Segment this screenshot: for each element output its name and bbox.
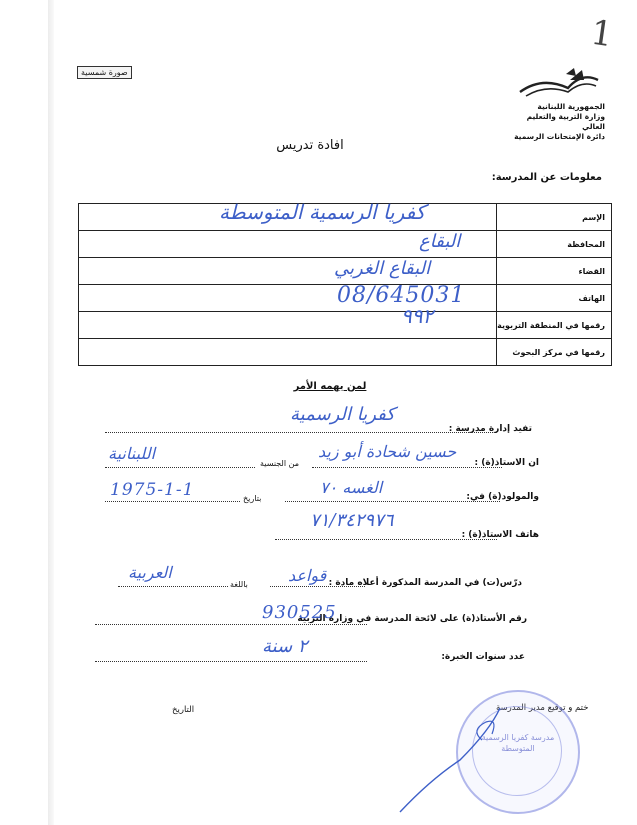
- ministry-line: دائرة الإمتحانات الرسمية: [514, 132, 605, 141]
- row-value-cell: [79, 339, 497, 366]
- row-label: المحافظة: [497, 231, 612, 258]
- table-row: [79, 231, 612, 258]
- row-label: رقمها في المنطقة التربوية: [497, 312, 612, 339]
- row-label: الإسم: [497, 204, 612, 231]
- registry-value: 930525: [262, 602, 337, 623]
- subject-value: قواعد: [288, 566, 327, 585]
- teacher-name-value: حسين شحادة أبو زيد: [318, 442, 457, 461]
- dotted-line: [95, 661, 367, 662]
- ministry-header: [505, 102, 605, 142]
- row-label: القضاء: [497, 258, 612, 285]
- scan-edge: [48, 0, 54, 825]
- district-value: البقاع الغربي: [334, 258, 431, 279]
- corner-page-mark: 1: [588, 12, 616, 56]
- birth-date-value: 1975-1-1: [110, 480, 195, 500]
- dotted-line: [95, 624, 367, 625]
- row-label: رقمها في مركز البحوث: [497, 339, 612, 366]
- language-label: باللغة: [230, 580, 248, 589]
- born-label: والمولود(ة) في:: [466, 492, 539, 502]
- experience-value: ٢ سنة: [262, 636, 308, 657]
- table-row: [79, 204, 612, 231]
- dotted-line: [105, 467, 255, 468]
- date-label: بتاريخ: [243, 494, 262, 503]
- school-admin-value: كفريا الرسمية: [290, 404, 395, 425]
- region-number-value: ٩٩٢: [401, 304, 434, 328]
- birthplace-value: الغسه ٧٠: [320, 478, 383, 497]
- ministry-line: الجمهورية اللبنانية: [537, 102, 605, 111]
- date-footer-label: التاريخ: [172, 705, 195, 715]
- school-name-value: كفريا الرسمية المتوسطة: [219, 200, 426, 224]
- taught-subject-label: درّس(ت) في المدرسة المذكورة أعلاه مادة :: [328, 578, 522, 588]
- table-row: [79, 285, 612, 312]
- dotted-line: [312, 467, 502, 468]
- table-row: [79, 312, 612, 339]
- ministry-line: وزارة التربية والتعليم العالي: [526, 112, 605, 131]
- school-info-table: [78, 200, 612, 366]
- row-value-cell: [79, 258, 497, 285]
- photocopy-stamp: صورة شمسية: [77, 66, 132, 79]
- principal-signature-scribble: [370, 700, 510, 820]
- row-value-cell: [79, 285, 497, 312]
- dotted-line: [118, 586, 228, 587]
- nationality-label: من الجنسية: [260, 459, 299, 468]
- row-value-cell: [79, 304, 497, 339]
- teacher-label: ان الاستاذ(ة) :: [474, 458, 539, 468]
- row-value-cell: [79, 231, 497, 258]
- phone-value: 08/645031: [337, 283, 466, 308]
- experience-label: عدد سنوات الخبرة:: [441, 652, 525, 662]
- language-value: العربية: [128, 563, 172, 582]
- row-value-cell: [79, 200, 497, 231]
- governorate-value: البقاع: [419, 231, 461, 252]
- school-section-heading: معلومات عن المدرسة:: [491, 172, 602, 183]
- dotted-line: [105, 501, 240, 502]
- teacher-phone-label: هاتف الاستاذ(ة) :: [461, 530, 539, 540]
- seal-text: مدرسة كفريا الرسمية المتوسطة: [481, 733, 555, 753]
- table-row: [79, 258, 612, 285]
- to-whom-it-may-concern: لمن يهمه الأمر: [293, 381, 367, 392]
- document-title: افادة تدريس: [276, 138, 344, 153]
- row-label: الهاتف: [497, 285, 612, 312]
- teacher-phone-value: ٧١/٣٤٢٩٧٦: [310, 510, 394, 531]
- school-admin-label: تفيد إدارة مدرسة :: [448, 424, 532, 434]
- open-book-logo-icon: [512, 66, 602, 100]
- table-row: [79, 339, 612, 366]
- dotted-line: [270, 586, 365, 587]
- dotted-line: [105, 432, 497, 433]
- registry-label: رقم الأستاذ(ة) على لائحة المدرسة في وزارة التربية: [297, 614, 527, 624]
- dotted-line: [275, 539, 497, 540]
- dotted-line: [285, 501, 500, 502]
- nationality-value: اللبنانية: [108, 444, 156, 463]
- principal-signature-label: ختم و توقيع مدير المدرسة: [496, 703, 589, 713]
